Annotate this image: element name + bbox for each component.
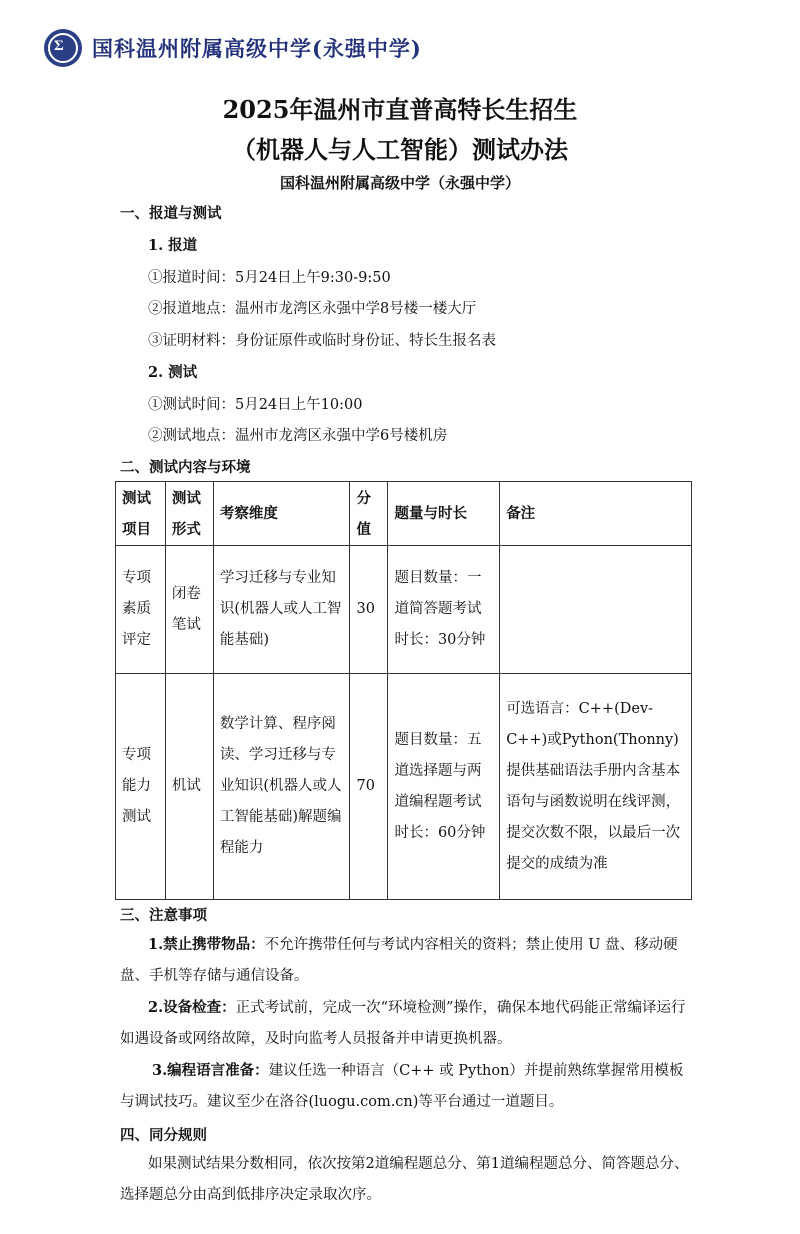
row1-remarks xyxy=(500,546,692,674)
section-3-heading: 三、注意事项 xyxy=(120,907,207,924)
row2-remarks: 可选语言：C++(Dev-C++)或Python(Thonny)提供基础语法手册内含基本语句与函数说明在线评测，提交次数不限，以最后一次提交的成绩为准 xyxy=(500,674,692,900)
note-device-check xyxy=(120,992,692,1055)
logo-mark: Ʃ xyxy=(54,38,64,54)
section-1-1-heading: 1. 报道 xyxy=(148,237,198,254)
note-3-text: 建议任选一种语言（C++ 或 Python）并提前熟练掌握常用模板与调试技巧。建议至少在洛谷(luogu.com.cn)等平台通过一道题目。 xyxy=(120,1063,684,1110)
header-remarks: 备注 xyxy=(500,482,692,546)
header-test-format: 测试形式 xyxy=(165,482,213,546)
report-location: ②报道地点：温州市龙湾区永强中学8号楼一楼大厅 xyxy=(148,301,477,317)
note-3-label: 3.编程语言准备： xyxy=(152,1062,269,1079)
test-location: ②测试地点：温州市龙湾区永强中学6号楼机房 xyxy=(148,428,448,444)
header-score: 分值 xyxy=(350,482,388,546)
header-dimension: 考察维度 xyxy=(213,482,350,546)
tie-break-rule: 如果测试结果分数相同，依次按第2道编程题总分、第1道编程题总分、简答题总分、选择题总分由高到低排序决定录取次序。 xyxy=(120,1156,689,1203)
row2-test-item: 专项能力测试 xyxy=(116,674,166,900)
row1-dimension: 学习迁移与专业知识(机器人或人工智能基础) xyxy=(213,546,350,674)
row1-test-format: 闭卷笔试 xyxy=(165,546,213,674)
row1-test-item: 专项素质评定 xyxy=(116,546,166,674)
report-time: ①报道时间：5月24日上午9:30-9:50 xyxy=(148,270,391,286)
row2-dimension: 数学计算、程序阅读、学习迁移与专业知识(机器人或人工智能基础)解题编程能力 xyxy=(213,674,350,900)
note-1-text: 不允许携带任何与考试内容相关的资料；禁止使用 U 盘、移动硬盘、手机等存储与通信设备。 xyxy=(120,937,678,984)
test-content-table xyxy=(115,481,692,900)
row2-quantity-duration: 题目数量：五道选择题与两道编程题考试时长：60分钟 xyxy=(388,674,500,900)
row1-score: 30 xyxy=(350,546,388,674)
required-documents: ③证明材料：身份证原件或临时身份证、特长生报名表 xyxy=(148,333,496,349)
table-row xyxy=(116,546,692,674)
test-time: ①测试时间：5月24日上午10:00 xyxy=(148,397,363,413)
header-quantity-duration: 题量与时长 xyxy=(388,482,500,546)
section-2-heading: 二、测试内容与环境 xyxy=(120,459,251,476)
row1-quantity-duration: 题目数量：一道简答题考试时长：30分钟 xyxy=(388,546,500,674)
table-row xyxy=(116,674,692,900)
section-1-heading: 一、报道与测试 xyxy=(120,205,222,222)
section-4-heading: 四、同分规则 xyxy=(120,1127,207,1144)
row2-score: 70 xyxy=(350,674,388,900)
note-2-text: 正式考试前，完成一次“环境检测”操作，确保本地代码能正常编译运行如遇设备或网络故障，及时向监考人员报备并申请更换机器。 xyxy=(120,1000,686,1047)
school-logo-icon xyxy=(44,29,82,67)
header-test-item: 测试项目 xyxy=(116,482,166,546)
note-prohibited-items xyxy=(120,929,692,992)
section-1-2-heading: 2. 测试 xyxy=(148,364,198,381)
title-line-2: （机器人与人工智能）测试办法 xyxy=(232,135,568,164)
title-line-1: 2025年温州市直普高特长生招生 xyxy=(222,95,578,124)
school-name: 国科温州附属高级中学(永强中学) xyxy=(92,36,422,61)
row2-test-format: 机试 xyxy=(165,674,213,900)
note-1-label: 1.禁止携带物品： xyxy=(148,936,265,953)
subtitle: 国科温州附属高级中学（永强中学） xyxy=(279,174,520,192)
document-header xyxy=(44,26,422,70)
note-language-prep xyxy=(120,1055,692,1118)
table-header-row xyxy=(116,482,692,546)
note-2-label: 2.设备检查： xyxy=(148,999,236,1016)
